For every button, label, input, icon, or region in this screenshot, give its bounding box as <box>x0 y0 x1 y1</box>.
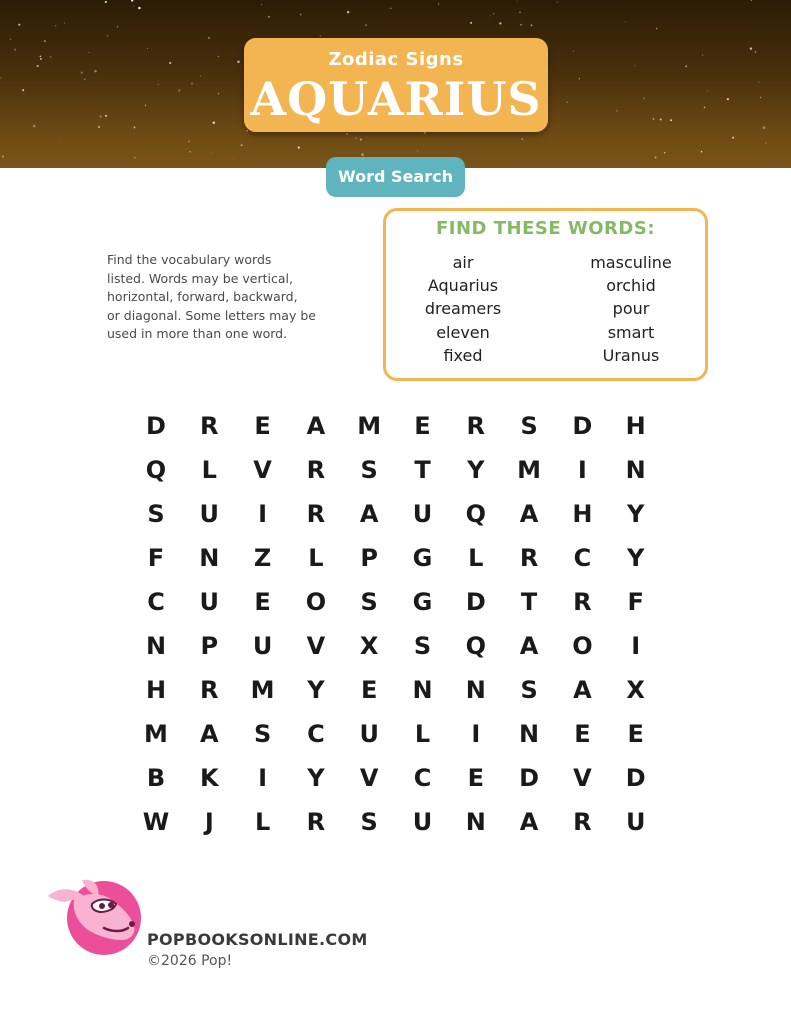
grid-letter: U <box>199 588 220 616</box>
word-bank-box <box>383 208 708 381</box>
grid-letter: D <box>572 412 593 440</box>
word-bank-right-column <box>556 251 706 367</box>
grid-letter: S <box>253 720 272 748</box>
word-bank-item: fixed <box>443 345 483 365</box>
word-bank-left-column <box>388 251 538 367</box>
grid-letter: V <box>306 632 326 660</box>
grid-letter: I <box>471 720 481 748</box>
grid-row <box>129 624 664 668</box>
word-bank-title: FIND THESE WORDS: <box>435 218 656 239</box>
grid-letter: V <box>253 456 272 484</box>
grid-letter: R <box>573 808 592 836</box>
grid-letter: D <box>146 412 166 440</box>
grid-letter: V <box>359 764 379 792</box>
grid-letter: E <box>360 676 378 704</box>
grid-letter: H <box>625 412 646 440</box>
word-bank-item: dreamers <box>424 299 502 319</box>
grid-letter: S <box>360 588 378 616</box>
grid-letter: E <box>254 588 271 616</box>
grid-letter: C <box>573 544 592 572</box>
grid-letter: O <box>305 588 327 616</box>
grid-row <box>129 404 664 448</box>
grid-letter: I <box>631 632 641 660</box>
grid-letter: P <box>360 544 378 572</box>
grid-letter: R <box>306 500 326 528</box>
grid-letter: E <box>414 412 431 440</box>
instructions-line: or diagonal. Some letters may be <box>107 307 316 323</box>
grid-letter: L <box>201 456 217 484</box>
grid-letter: Q <box>145 456 167 484</box>
grid-letter: E <box>627 720 644 748</box>
grid-letter: S <box>147 500 165 528</box>
word-bank-item: eleven <box>436 322 490 342</box>
grid-letter: H <box>572 500 593 528</box>
grid-letter: Y <box>467 456 485 484</box>
grid-letter: G <box>412 544 433 572</box>
word-bank-item: smart <box>607 322 655 342</box>
grid-row <box>129 448 664 492</box>
instructions-line: listed. Words may be vertical, <box>107 270 293 286</box>
grid-letter: Y <box>626 500 645 528</box>
copyright: ©2026 Pop! <box>147 953 233 969</box>
grid-letter: R <box>306 456 326 484</box>
grid-letter: A <box>359 500 379 528</box>
word-search-badge: Word Search <box>326 157 465 197</box>
grid-letter: A <box>306 412 326 440</box>
grid-letter: N <box>519 720 540 748</box>
grid-row <box>129 668 664 712</box>
grid-letter: I <box>258 500 268 528</box>
grid-letter: N <box>145 632 167 660</box>
grid-letter: M <box>250 676 275 704</box>
word-bank-item: pour <box>612 299 650 319</box>
grid-letter: T <box>520 588 538 616</box>
word-bank-item: air <box>452 253 474 272</box>
grid-row <box>129 492 664 536</box>
grid-letter: C <box>147 588 165 616</box>
grid-letter: M <box>144 720 168 748</box>
grid-letter: S <box>520 412 538 440</box>
grid-letter: C <box>413 764 432 792</box>
grid-letter: Y <box>307 676 325 704</box>
grid-letter: A <box>519 808 539 836</box>
grid-letter: R <box>466 412 486 440</box>
grid-row <box>129 756 664 800</box>
grid-letter: V <box>573 764 592 792</box>
grid-letter: M <box>357 412 382 440</box>
grid-row <box>129 800 664 844</box>
grid-row <box>129 536 664 580</box>
grid-letter: H <box>145 676 167 704</box>
kangaroo-mascot-icon <box>44 874 148 956</box>
grid-letter: S <box>520 676 538 704</box>
word-bank-item: orchid <box>606 276 656 296</box>
grid-letter: I <box>258 764 268 792</box>
grid-letter: R <box>306 808 326 836</box>
grid-letter: F <box>147 544 165 572</box>
grid-letter: D <box>465 588 486 616</box>
grid-letter: L <box>414 720 431 748</box>
page-subtitle: Zodiac Signs <box>328 49 464 70</box>
grid-letter: X <box>359 632 379 660</box>
grid-letter: Z <box>253 544 272 572</box>
grid-letter: Y <box>307 764 325 792</box>
grid-letter: D <box>625 764 646 792</box>
grid-letter: L <box>254 808 271 836</box>
grid-letter: Q <box>465 500 486 528</box>
grid-letter: N <box>465 808 486 836</box>
grid-letter: R <box>200 412 219 440</box>
grid-letter: R <box>573 588 592 616</box>
word-bank-item: masculine <box>590 253 672 272</box>
grid-letter: A <box>519 500 539 528</box>
grid-letter: S <box>360 456 378 484</box>
grid-letter: K <box>199 764 219 792</box>
grid-letter: U <box>359 720 379 748</box>
grid-letter: R <box>200 676 219 704</box>
grid-letter: Y <box>626 544 645 572</box>
grid-letter: E <box>574 720 591 748</box>
instructions-line: horizontal, forward, backward, <box>107 289 298 304</box>
grid-letter: P <box>200 632 219 660</box>
grid-letter: U <box>412 808 433 836</box>
grid-letter: S <box>413 632 432 660</box>
instructions <box>107 251 332 344</box>
grid-letter: U <box>412 500 433 528</box>
title-box <box>244 38 548 132</box>
grid-letter: J <box>204 808 214 836</box>
grid-letter: X <box>626 676 645 704</box>
word-bank-item: Aquarius <box>427 276 499 296</box>
grid-letter: T <box>414 456 431 484</box>
grid-letter: U <box>199 500 220 528</box>
grid-letter: R <box>519 544 539 572</box>
grid-letter: O <box>572 632 593 660</box>
instructions-line: used in more than one word. <box>107 326 288 341</box>
grid-letter: A <box>519 632 539 660</box>
grid-letter: Q <box>465 632 486 660</box>
grid-letter: N <box>625 456 646 484</box>
grid-letter: D <box>519 764 540 792</box>
grid-letter: E <box>467 764 484 792</box>
word-bank-item: Uranus <box>602 345 660 365</box>
grid-letter: C <box>307 720 325 748</box>
grid-letter: G <box>412 588 433 616</box>
grid-letter: L <box>308 544 324 572</box>
grid-letter: A <box>200 720 219 748</box>
grid-letter: U <box>252 632 273 660</box>
grid-row <box>129 580 664 624</box>
word-search-grid <box>129 404 664 844</box>
grid-letter: N <box>199 544 220 572</box>
grid-letter: W <box>142 808 170 836</box>
grid-letter: N <box>412 676 433 704</box>
grid-letter: N <box>465 676 486 704</box>
grid-letter: E <box>254 412 271 440</box>
instructions-line: Find the vocabulary words <box>107 252 272 267</box>
grid-letter: S <box>360 808 378 836</box>
grid-letter: F <box>627 588 644 616</box>
grid-letter: I <box>577 456 587 484</box>
page-title: AQUARIUS <box>250 72 542 126</box>
grid-row <box>129 712 664 756</box>
grid-letter: A <box>573 676 592 704</box>
grid-letter: U <box>625 808 646 836</box>
site-name: POPBOOKSONLINE.COM <box>147 930 368 949</box>
grid-letter: L <box>468 544 484 572</box>
grid-letter: B <box>146 764 166 792</box>
grid-letter: M <box>517 456 542 484</box>
